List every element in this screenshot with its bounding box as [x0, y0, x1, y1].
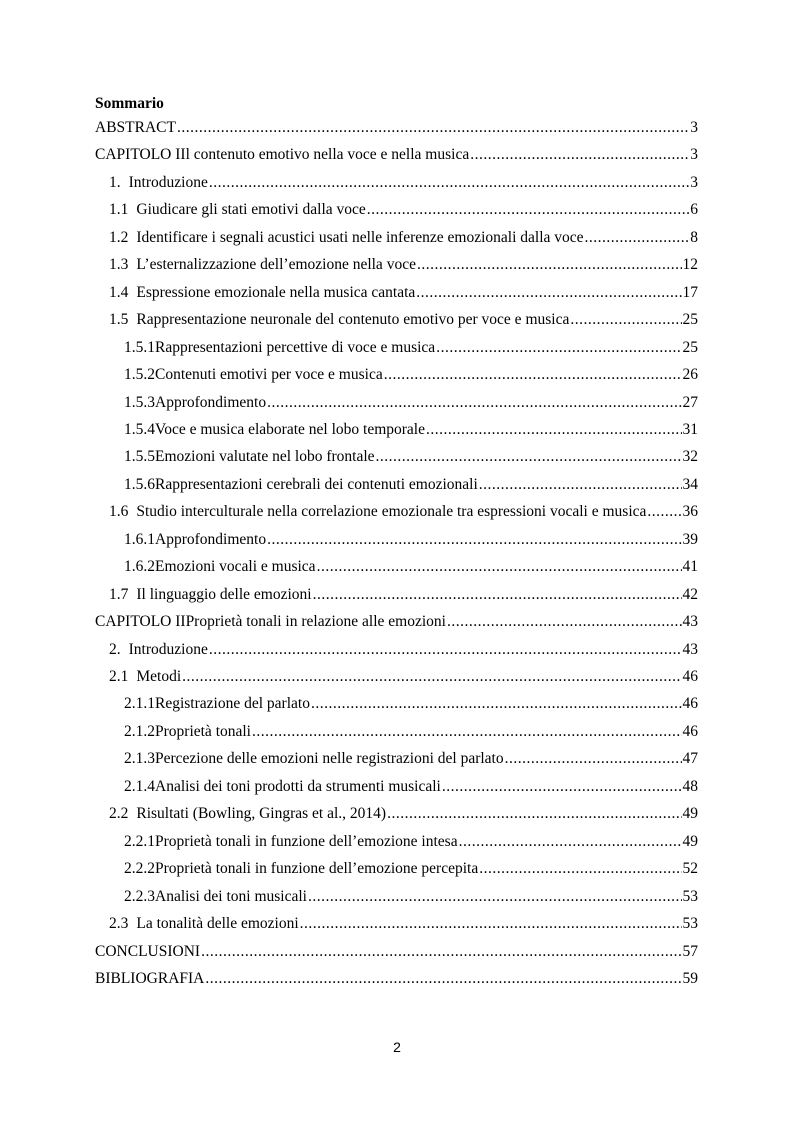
toc-entry[interactable]: [124, 748, 698, 770]
toc-entry-label: Contenuti emotivi per voce e musica: [155, 366, 383, 383]
toc-entry-page: 3: [690, 119, 698, 136]
toc-dot-leader: [417, 254, 682, 276]
toc-dot-leader: [479, 858, 681, 880]
toc-entry-number: 1.2: [109, 229, 129, 246]
toc-entry-number: 1.5.3: [124, 394, 155, 411]
toc-entry-number: 2.: [109, 641, 121, 658]
toc-dot-leader: [570, 309, 681, 331]
toc-entry-label: Percezione delle emozioni nelle registrazioni del parlato: [155, 750, 504, 767]
toc-entry[interactable]: [124, 364, 698, 386]
toc-entry-page: 26: [682, 366, 698, 383]
toc-entry-page: 8: [690, 229, 698, 246]
toc-entry[interactable]: [109, 282, 698, 304]
toc-entry-number: 2.2.3: [124, 888, 155, 905]
toc-entry-page: 59: [682, 970, 698, 987]
toc-entry-label: Registrazione del parlato: [155, 695, 310, 712]
toc-entry[interactable]: [124, 886, 698, 908]
toc-entry-page: 43: [682, 613, 698, 630]
toc-entry-label: Espressione emozionale nella musica cantata: [136, 284, 416, 301]
toc-entry-page: 41: [682, 558, 698, 575]
toc-entry-number: 1.1: [109, 201, 129, 218]
toc-dot-leader: [367, 199, 689, 221]
toc-entry-page: 57: [682, 943, 698, 960]
toc-entry[interactable]: [109, 254, 698, 276]
toc-entry-page: 46: [682, 668, 698, 685]
toc-entry[interactable]: [109, 584, 698, 606]
toc-entry[interactable]: [95, 611, 698, 633]
toc-entry-number: 2.1: [109, 668, 129, 685]
toc-entry-label: Approfondimento: [155, 531, 267, 548]
toc-entry[interactable]: [109, 913, 698, 935]
page-number: 2: [393, 1039, 401, 1055]
toc-dot-leader: [252, 721, 682, 743]
toc-entry[interactable]: [109, 199, 698, 221]
toc-entry-number: CONCLUSIONI: [95, 943, 201, 960]
toc-entry-label: Introduzione: [128, 641, 208, 658]
toc-entry-page: 49: [682, 805, 698, 822]
toc-entry[interactable]: [109, 501, 698, 523]
toc-entry-page: 6: [690, 201, 698, 218]
toc-entry-number: 1.5.4: [124, 421, 155, 438]
toc-entry-label: Il linguaggio delle emozioni: [136, 586, 312, 603]
toc-entry-number: 1.6.1: [124, 531, 155, 548]
toc-entry-number: 1.5: [109, 311, 129, 328]
toc-dot-leader: [459, 831, 682, 853]
toc-dot-leader: [387, 803, 681, 825]
toc-entry-label: Emozioni vocali e musica: [155, 558, 316, 575]
toc-entry[interactable]: [95, 144, 698, 166]
toc-entry-page: 49: [682, 833, 698, 850]
toc-entry[interactable]: [109, 172, 698, 194]
toc-entry-label: Analisi dei toni musicali: [155, 888, 307, 905]
toc-dot-leader: [205, 968, 681, 990]
toc-entry-number: CAPITOLO II: [95, 613, 186, 630]
toc-dot-leader: [267, 392, 681, 414]
toc-entry-label: Giudicare gli stati emotivi dalla voce: [136, 201, 366, 218]
toc-entry[interactable]: [109, 309, 698, 331]
toc-entry[interactable]: [124, 858, 698, 880]
toc-entry[interactable]: [95, 968, 698, 990]
toc-entry[interactable]: [124, 419, 698, 441]
toc-entry-number: CAPITOLO I: [95, 146, 181, 163]
toc-entry-label: Il contenuto emotivo nella voce e nella musica: [180, 146, 470, 163]
toc-entry-page: 52: [682, 860, 698, 877]
toc-entry-number: 1.7: [109, 586, 129, 603]
toc-entry-label: Voce e musica elaborate nel lobo temporale: [155, 421, 425, 438]
toc-entry[interactable]: [124, 556, 698, 578]
toc-entry[interactable]: [124, 446, 698, 468]
toc-entry[interactable]: [109, 666, 698, 688]
toc-entry-number: 1.6.2: [124, 558, 155, 575]
toc-dot-leader: [308, 886, 682, 908]
toc-entry[interactable]: [124, 693, 698, 715]
toc-entry-label: Analisi dei toni prodotti da strumenti musicali: [155, 778, 441, 795]
toc-entry-page: 47: [682, 750, 698, 767]
toc-entry-label: Proprietà tonali: [155, 723, 251, 740]
toc-entry-label: Rappresentazione neuronale del contenuto emotivo per voce e musica: [136, 311, 570, 328]
toc-dot-leader: [436, 337, 681, 359]
toc-entry-number: 2.1.2: [124, 723, 155, 740]
toc-entry-page: 25: [682, 311, 698, 328]
toc-title: Sommario: [95, 95, 164, 112]
toc-entry-number: 2.3: [109, 915, 129, 932]
toc-entry-number: 1.5.6: [124, 476, 155, 493]
toc-dot-leader: [177, 117, 689, 139]
toc-entry[interactable]: [124, 721, 698, 743]
toc-dot-leader: [442, 776, 682, 798]
toc-entry[interactable]: [109, 639, 698, 661]
toc-entry-page: 25: [682, 339, 698, 356]
toc-dot-leader: [201, 941, 681, 963]
toc-entry-label: Proprietà tonali in funzione dell’emozione intesa: [155, 833, 458, 850]
toc-entry[interactable]: [124, 474, 698, 496]
toc-entry-number: 2.2.2: [124, 860, 155, 877]
toc-dot-leader: [209, 639, 682, 661]
toc-entry-label: Metodi: [136, 668, 182, 685]
toc-dot-leader: [647, 501, 681, 523]
toc-entry-page: 3: [690, 146, 698, 163]
toc-entry-page: 46: [682, 695, 698, 712]
toc-entry-number: 1.5.2: [124, 366, 155, 383]
toc-dot-leader: [300, 913, 682, 935]
toc-dot-leader: [182, 666, 681, 688]
toc-dot-leader: [313, 584, 682, 606]
toc-entry-number: BIBLIOGRAFIA: [95, 970, 205, 987]
toc-entry-number: 2.2.1: [124, 833, 155, 850]
toc-entry-number: 2.2: [109, 805, 129, 822]
toc-entry-label: Approfondimento: [155, 394, 267, 411]
toc-dot-leader: [505, 748, 682, 770]
toc-entry-page: 12: [682, 256, 698, 273]
toc-entry-number: 1.: [109, 174, 121, 191]
toc-dot-leader: [376, 446, 682, 468]
toc-entry-label: Proprietà tonali in relazione alle emozioni: [185, 613, 446, 630]
toc-dot-leader: [317, 556, 682, 578]
toc-entry[interactable]: [109, 803, 698, 825]
toc-dot-leader: [479, 474, 682, 496]
toc-dot-leader: [585, 227, 690, 249]
toc-entry-number: ABSTRACT: [95, 119, 176, 136]
toc-dot-leader: [267, 529, 681, 551]
toc-dot-leader: [416, 282, 681, 304]
toc-entry[interactable]: [124, 831, 698, 853]
toc-entry-number: 1.6: [109, 503, 129, 520]
toc-entry-page: 39: [682, 531, 698, 548]
toc-entry-page: 34: [682, 476, 698, 493]
toc-entry-number: 2.1.3: [124, 750, 155, 767]
toc-entry-page: 27: [682, 394, 698, 411]
toc-entry-page: 46: [682, 723, 698, 740]
toc-entry-page: 17: [682, 284, 698, 301]
toc-entry-page: 42: [682, 586, 698, 603]
toc-entry-label: Studio interculturale nella correlazione emozionale tra espressioni vocali e musica: [136, 503, 647, 520]
toc-entry-number: 1.5.5: [124, 448, 155, 465]
toc-entry-label: Rappresentazioni cerebrali dei contenuti emozionali: [155, 476, 478, 493]
toc-entry-page: 48: [682, 778, 698, 795]
toc-entry-number: 1.5.1: [124, 339, 155, 356]
toc-entry[interactable]: [95, 117, 698, 139]
toc-dot-leader: [311, 693, 682, 715]
toc-dot-leader: [384, 364, 682, 386]
toc-entry[interactable]: [124, 529, 698, 551]
toc-entry-label: Rappresentazioni percettive di voce e musica: [155, 339, 436, 356]
toc-entry-page: 53: [682, 888, 698, 905]
toc-entry-page: 31: [682, 421, 698, 438]
toc-entry-number: 2.1.1: [124, 695, 155, 712]
toc-dot-leader: [426, 419, 682, 441]
toc-entry-label: La tonalità delle emozioni: [136, 915, 299, 932]
toc-entry[interactable]: [124, 392, 698, 414]
toc-entry-number: 1.4: [109, 284, 129, 301]
toc-entry-label: Introduzione: [128, 174, 208, 191]
toc-entry-label: Proprietà tonali in funzione dell’emozione percepita: [155, 860, 479, 877]
toc-dot-leader: [470, 144, 689, 166]
toc-entry-page: 3: [690, 174, 698, 191]
toc-entry-label: Emozioni valutate nel lobo frontale: [155, 448, 375, 465]
toc-entry-label: Identificare i segnali acustici usati nelle inferenze emozionali dalla voce: [136, 229, 584, 246]
toc-entry-page: 32: [682, 448, 698, 465]
toc-entry-page: 53: [682, 915, 698, 932]
toc-entry[interactable]: [95, 941, 698, 963]
toc-entry-number: 1.3: [109, 256, 129, 273]
toc-dot-leader: [209, 172, 689, 194]
toc-entry[interactable]: [109, 227, 698, 249]
toc-entry-page: 36: [682, 503, 698, 520]
toc-entry-label: Risultati (Bowling, Gingras et al., 2014): [136, 805, 387, 822]
toc-entry-label: L’esternalizzazione dell’emozione nella voce: [136, 256, 416, 273]
toc-entry-page: 43: [682, 641, 698, 658]
toc-dot-leader: [447, 611, 682, 633]
toc-entry[interactable]: [124, 337, 698, 359]
toc-entry-number: 2.1.4: [124, 778, 155, 795]
toc-entry[interactable]: [124, 776, 698, 798]
